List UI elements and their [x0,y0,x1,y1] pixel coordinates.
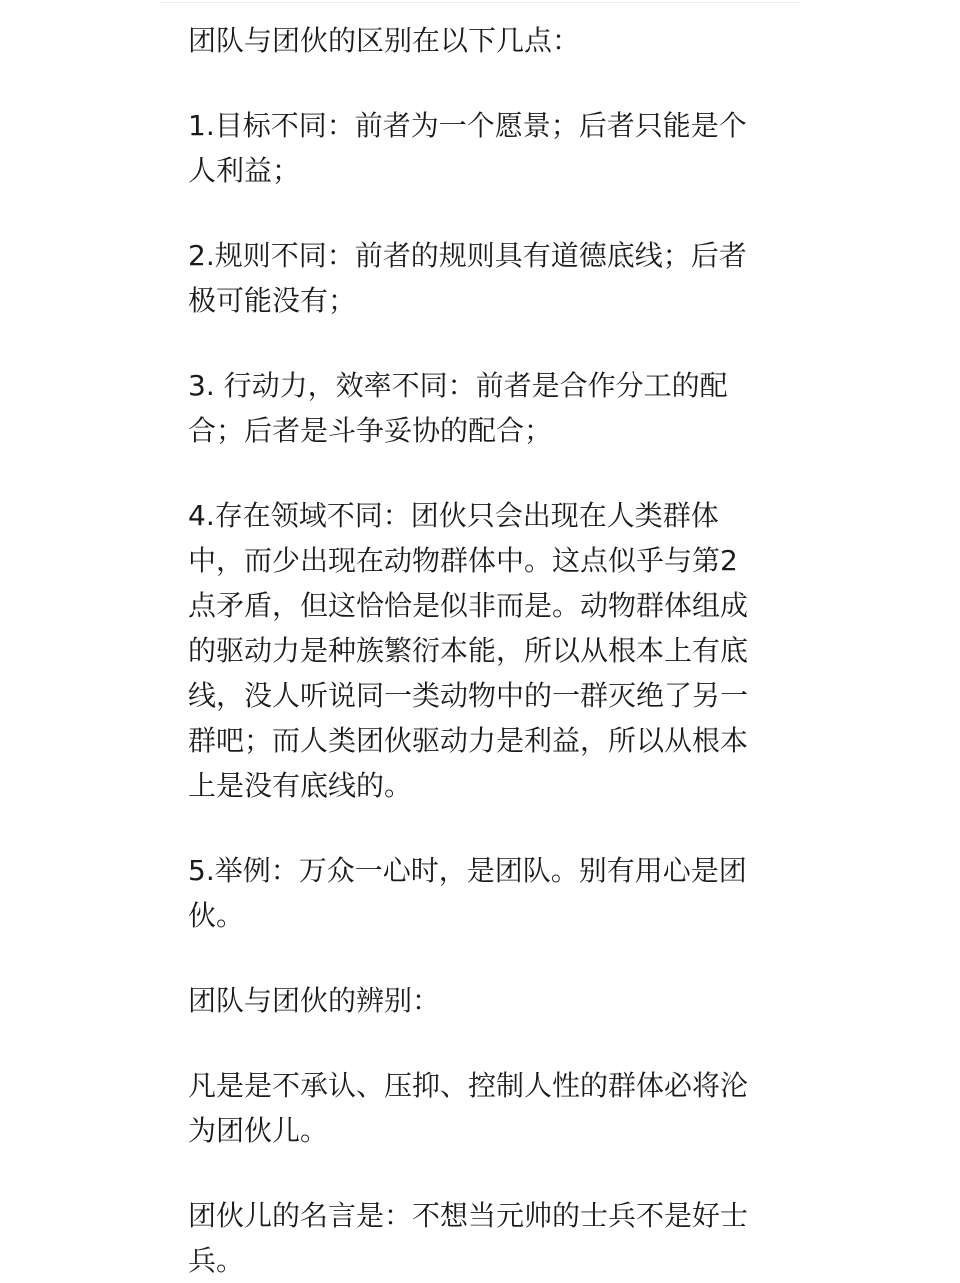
top-divider [160,2,800,3]
point-4-domain: 4.存在领域不同：团伙只会出现在人类群体 中，而少出现在动物群体中。这点似乎与第2 点矛盾，但这恰恰是似非而是。动物群体组成 的驱动力是种族繁衍本能，所以从根本上有底 线，没人听说同一类动物中的一群灭绝了另一 群吧；而人类团伙驱动力是利益，所以从根本 上是没有底线的。 [188,499,749,802]
point-2-rules: 2.规则不同：前者的规则具有道德底线；后者 极可能没有； [188,239,747,317]
gang-motto: 团伙儿的名言是：不想当元帅的士兵不是好士 兵。 [188,1199,749,1277]
point-1-goals: 1.目标不同：前者为一个愿景；后者只能是个 人利益； [188,109,747,187]
point-3-efficiency: 3. 行动力，效率不同：前者是合作分工的配 合；后者是斗争妥协的配合； [188,369,728,447]
intro-heading: 团队与团伙的区别在以下几点： [188,24,581,57]
distinction-heading: 团队与团伙的辨别： [188,984,441,1017]
distinction-rule: 凡是是不承认、压抑、控制人性的群体必将沦 为团伙儿。 [188,1069,749,1147]
article-body [188,18,768,1283]
point-5-example: 5.举例：万众一心时，是团队。别有用心是团 伙。 [188,854,747,932]
